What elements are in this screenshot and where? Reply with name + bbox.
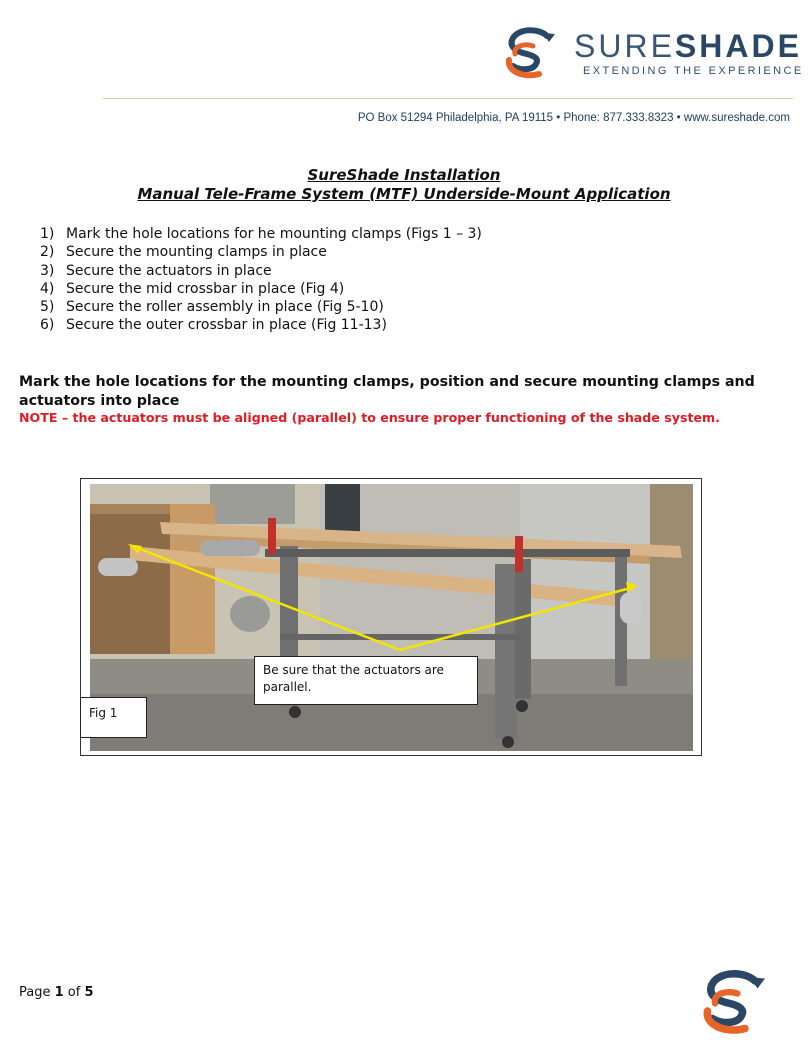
doc-title: SureShade Installation bbox=[307, 166, 501, 184]
figure-callout: Be sure that the actuators are parallel. bbox=[254, 656, 478, 705]
section-heading: Mark the hole locations for the mounting clamps, position and secure mounting clamps and actuators into place bbox=[19, 374, 755, 409]
figure-photo bbox=[90, 484, 693, 751]
brand-part1: SURE bbox=[574, 28, 675, 64]
brand-part2: SHADE bbox=[674, 28, 802, 64]
doc-subtitle: Manual Tele-Frame System (MTF) Underside-Mount Application bbox=[137, 185, 671, 203]
contact-line: PO Box 51294 Philadelphia, PA 19115 • Phone: 877.333.8323 • www.sureshade.com bbox=[357, 112, 790, 124]
brand-name bbox=[574, 28, 802, 65]
sureshade-logo-icon bbox=[503, 24, 559, 80]
header-divider bbox=[103, 98, 793, 99]
step-item: 3) Secure the actuators in place bbox=[40, 262, 272, 279]
step-item: 2) Secure the mounting clamps in place bbox=[40, 244, 327, 261]
steps-list bbox=[40, 225, 482, 335]
brand-tagline: EXTENDING THE EXPERIENCE bbox=[583, 65, 804, 77]
step-item: 1) Mark the hole locations for he mounting clamps (Figs 1 – 3) bbox=[40, 226, 482, 242]
step-item: 6) Secure the outer crossbar in place (Fig 11-13) bbox=[40, 317, 387, 334]
figure-label: Fig 1 bbox=[80, 697, 147, 738]
page-number: Page 1 of 5 bbox=[19, 985, 94, 1000]
sureshade-footer-logo-icon bbox=[700, 966, 770, 1036]
section-note: NOTE – the actuators must be aligned (parallel) to ensure proper functioning of the shade system. bbox=[19, 410, 720, 425]
step-item: 4) Secure the mid crossbar in place (Fig 4) bbox=[40, 280, 345, 297]
step-item: 5) Secure the roller assembly in place (Fig 5-10) bbox=[40, 299, 384, 316]
